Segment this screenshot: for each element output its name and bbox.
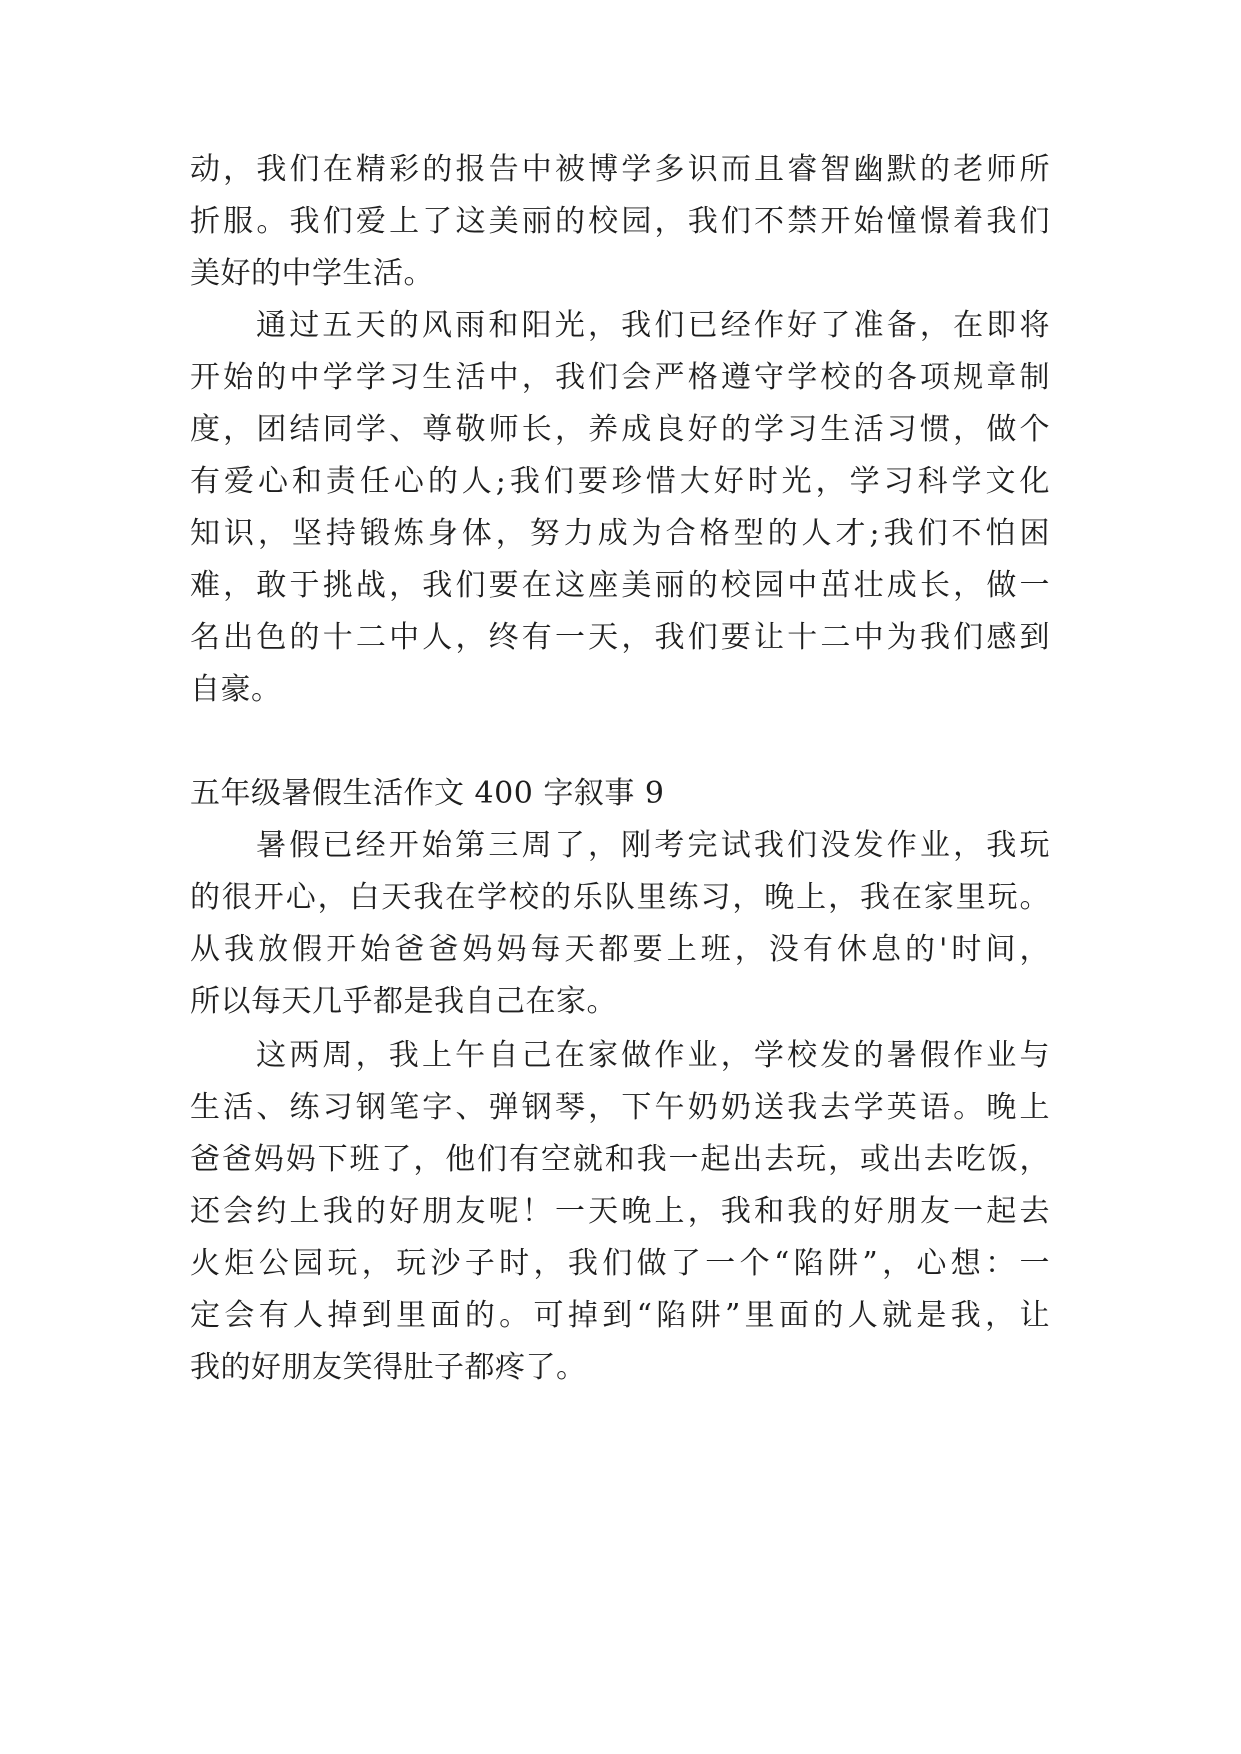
paragraph-line: 的很开心，白天我在学校的乐队里练习，晚上，我在家里玩。 [190,880,1050,915]
paragraph-line: 有爱心和责任心的人;我们要珍惜大好时光，学习科学文化 [190,464,1050,499]
paragraph-line: 我的好朋友笑得肚子都疼了。 [190,1350,587,1385]
paragraph-line: 这两周，我上午自己在家做作业，学校发的暑假作业与 [256,1038,1050,1073]
paragraph-line: 美好的中学生活。 [190,256,434,291]
paragraph-line: 知识，坚持锻炼身体，努力成为合格型的人才;我们不怕困 [190,516,1050,551]
paragraph-line: 爸爸妈妈下班了，他们有空就和我一起出去玩，或出去吃饭， [190,1142,1050,1177]
paragraph-line: 难，敢于挑战，我们要在这座美丽的校园中茁壮成长，做一 [190,568,1050,603]
paragraph-line: 通过五天的风雨和阳光，我们已经作好了准备，在即将 [256,308,1050,343]
paragraph-line: 开始的中学学习生活中，我们会严格遵守学校的各项规章制 [190,360,1050,395]
paragraph-line: 暑假已经开始第三周了，刚考完试我们没发作业，我玩 [256,828,1050,863]
paragraph-line: 度，团结同学、尊敬师长，养成良好的学习生活习惯，做个 [190,412,1050,447]
section-heading: 五年级暑假生活作文 400 字叙事 9 [190,776,665,811]
paragraph-line: 生活、练习钢笔字、弹钢琴，下午奶奶送我去学英语。晚上 [190,1090,1050,1125]
paragraph-line: 从我放假开始爸爸妈妈每天都要上班，没有休息的'时间， [190,932,1050,967]
paragraph-line: 所以每天几乎都是我自己在家。 [190,984,617,1019]
paragraph-line: 自豪。 [190,672,282,707]
paragraph-line: 还会约上我的好朋友呢！一天晚上，我和我的好朋友一起去 [190,1194,1050,1229]
paragraph-line: 定会有人掉到里面的。可掉到“陷阱”里面的人就是我，让 [190,1298,1050,1333]
paragraph-line: 动，我们在精彩的报告中被博学多识而且睿智幽默的老师所 [190,152,1050,187]
paragraph-line: 折服。我们爱上了这美丽的校园，我们不禁开始憧憬着我们 [190,204,1050,239]
paragraph-line: 名出色的十二中人，终有一天，我们要让十二中为我们感到 [190,620,1050,655]
paragraph-line: 火炬公园玩，玩沙子时，我们做了一个“陷阱”，心想：一 [190,1246,1050,1281]
